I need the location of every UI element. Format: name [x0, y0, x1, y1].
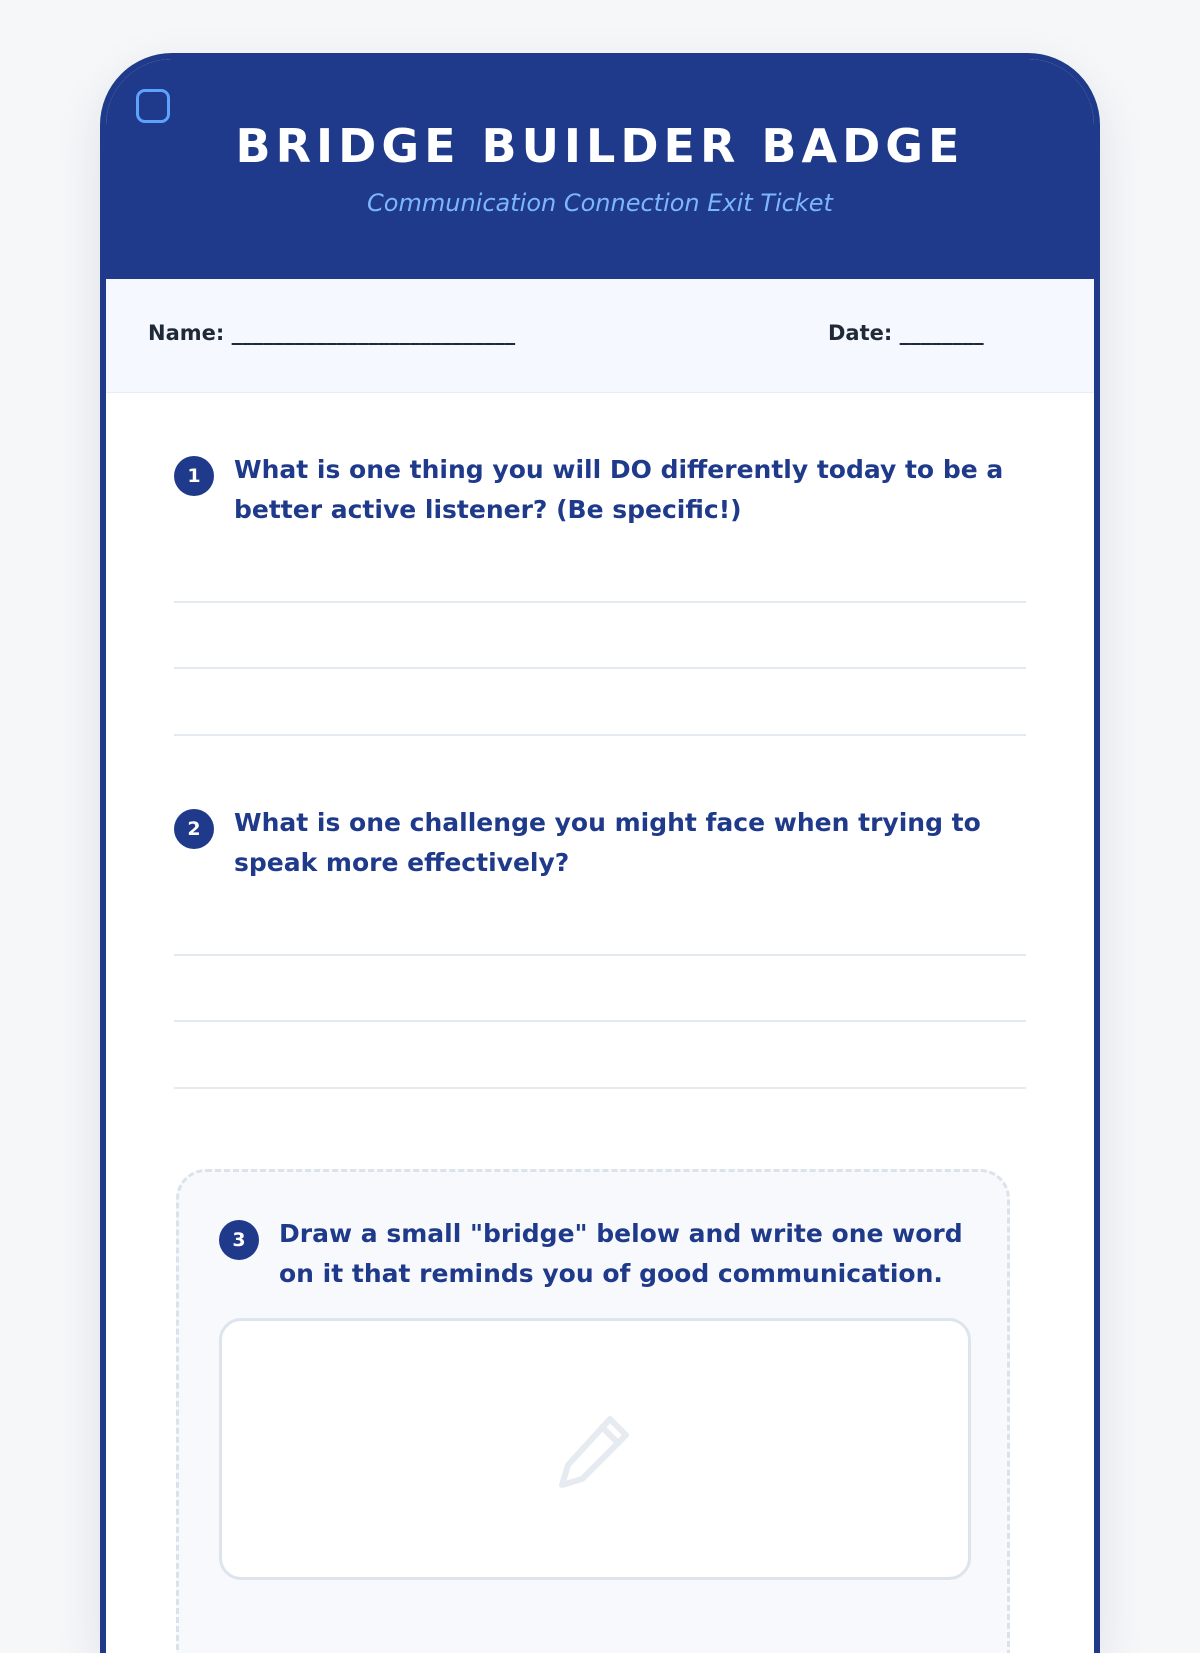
drawing-question-box [176, 1169, 1010, 1653]
exit-ticket-card [100, 53, 1100, 1653]
rounded-square-outline-icon [136, 89, 170, 123]
pencil-icon [552, 1409, 642, 1499]
drawing-area[interactable] [219, 1318, 971, 1580]
page-title: BRIDGE BUILDER BADGE [235, 119, 965, 173]
question-number-badge: 3 [219, 1220, 259, 1260]
question-number-badge: 2 [174, 809, 214, 849]
answer-line[interactable] [174, 734, 1026, 736]
question-text: What is one thing you will DO differently today to be a better active listener? (Be specific!) [234, 455, 1004, 524]
page-subtitle: Communication Connection Exit Ticket [367, 189, 833, 217]
answer-line[interactable] [174, 1087, 1026, 1089]
question-text: What is one challenge you might face when trying to speak more effectively? [234, 808, 981, 877]
name-field[interactable]: Name: ___________________________ [148, 321, 516, 345]
student-info-bar [106, 279, 1094, 393]
answer-line[interactable] [174, 954, 1026, 956]
answer-line[interactable] [174, 667, 1026, 669]
question-text: Draw a small "bridge" below and write one word on it that reminds you of good communication. [279, 1219, 963, 1288]
header [106, 59, 1094, 279]
date-field[interactable]: Date: ________ [828, 321, 984, 345]
question-number-badge: 1 [174, 456, 214, 496]
answer-line[interactable] [174, 601, 1026, 603]
answer-line[interactable] [174, 1020, 1026, 1022]
